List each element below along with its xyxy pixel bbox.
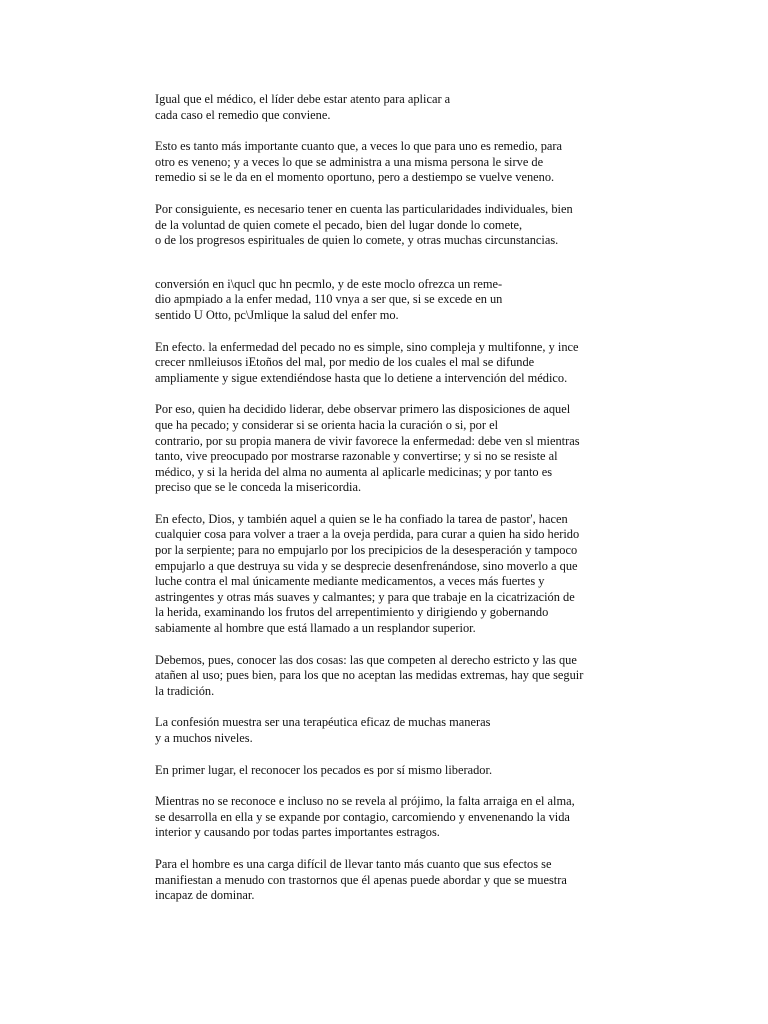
text-line: tanto, vive preocupado por mostrarse razonable y convertirse; y si no se resiste al — [155, 449, 558, 464]
text-line: sabiamente al hombre que está llamado a un resplandor superior. — [155, 621, 476, 636]
text-line: dio apmpiado a la enfer medad, 110 vnya a ser que, si se excede en un — [155, 292, 503, 307]
text-line: conversión en i\qucl quc hn pecmlo, y de este moclo ofrezca un reme- — [155, 276, 503, 291]
text-line: La confesión muestra ser una terapéutica eficaz de muchas maneras — [155, 715, 491, 730]
text-line: manifiestan a menudo con trastornos que él apenas puede abordar y que se muestra — [155, 872, 567, 887]
paragraph-6 — [155, 402, 625, 496]
paragraph-8 — [155, 653, 625, 700]
paragraph-10 — [155, 763, 625, 779]
text-line: cualquier cosa para volver a traer a la oveja perdida, para curar a quien ha sido herido — [155, 527, 580, 542]
text-line: luche contra el mal únicamente mediante medicamentos, a veces más fuertes y — [155, 574, 545, 589]
text-line: Por eso, quien ha decidido liderar, debe observar primero las disposiciones de aquel — [155, 402, 571, 417]
text-line: remedio si se le da en el momento oportuno, pero a destiempo se vuelve veneno. — [155, 170, 555, 185]
text-line: atañen al uso; pues bien, para los que no aceptan las medidas extremas, hay que seguir — [155, 668, 584, 683]
text-line: médico, y si la herida del alma no aumenta al aplicarle medicinas; y por tanto es — [155, 464, 553, 479]
text-line: En efecto. la enfermedad del pecado no es simple, sino compleja y multifonne, y ince — [155, 339, 579, 354]
text-line: Debemos, pues, conocer las dos cosas: las que competen al derecho estricto y las que — [155, 652, 577, 667]
text-line: Por consiguiente, es necesario tener en cuenta las particularidades individuales, bien — [155, 201, 573, 216]
paragraph-7 — [155, 512, 625, 637]
text-line: Esto es tanto más importante cuanto que, a veces lo que para uno es remedio, para — [155, 139, 563, 154]
text-line: sentido U Otto, pc\Jmlique la salud del enfer mo. — [155, 307, 399, 322]
paragraph-12 — [155, 857, 625, 904]
text-line: la tradición. — [155, 683, 215, 698]
text-line: Igual que el médico, el líder debe estar atento para aplicar a — [155, 92, 451, 106]
text-line: otro es veneno; y a veces lo que se administra a una misma persona le sirve de — [155, 154, 544, 169]
text-line: por la serpiente; para no empujarlo por los precipicios de la desesperación y tampoco — [155, 543, 578, 558]
paragraph-9 — [155, 715, 625, 746]
paragraph-3 — [155, 202, 625, 249]
text-line: Para el hombre es una carga difícil de llevar tanto más cuanto que sus efectos se — [155, 856, 552, 871]
text-line: preciso que se le conceda la misericordia. — [155, 480, 362, 495]
text-line: En efecto, Dios, y también aquel a quien se le ha confiado la tarea de pastor', hacen — [155, 511, 568, 526]
text-line: la herida, examinando los frutos del arrepentimiento y dirigiendo y gobernando — [155, 605, 549, 620]
text-line: astringentes y otras más suaves y calmantes; y para que trabaje en la cicatrización de — [155, 589, 575, 604]
text-line: o de los progresos espirituales de quien lo comete, y otras muchas circunstancias. — [155, 233, 559, 248]
text-line: interior y causando por todas partes importantes estragos. — [155, 825, 440, 840]
document-body — [155, 92, 625, 920]
text-line: y a muchos niveles. — [155, 731, 253, 745]
text-line: que ha pecado; y considerar si se orienta hacia la curación o si, por el — [155, 417, 499, 432]
text-line: crecer nmlleiusos iEtoños del mal, por medio de los cuales el mal se difunde — [155, 355, 535, 370]
text-line: Mientras no se reconoce e incluso no se revela al prójimo, la falta arraiga en el alma, — [155, 794, 575, 809]
paragraph-5 — [155, 340, 625, 387]
text-line: En primer lugar, el reconocer los pecados es por sí mismo liberador. — [155, 762, 493, 777]
text-line: contrario, por su propia manera de vivir favorece la enfermedad: debe ven sl mientras — [155, 433, 580, 448]
paragraph-11 — [155, 794, 625, 841]
paragraph-4 — [155, 277, 625, 324]
text-line: incapaz de dominar. — [155, 888, 255, 903]
text-line: se desarrolla en ella y se expande por contagio, carcomiendo y envenenando la vida — [155, 809, 570, 824]
text-line: ampliamente y sigue extendiéndose hasta que lo detiene a intervención del médico. — [155, 370, 568, 385]
text-line: cada caso el remedio que conviene. — [155, 107, 331, 122]
paragraph-1 — [155, 92, 625, 123]
paragraph-2 — [155, 139, 625, 186]
text-line: empujarlo a que destruya su vida y se desprecie desenfrenándose, sino moverlo a que — [155, 558, 578, 573]
text-line: de la voluntad de quien comete el pecado, bien del lugar donde lo comete, — [155, 217, 523, 232]
